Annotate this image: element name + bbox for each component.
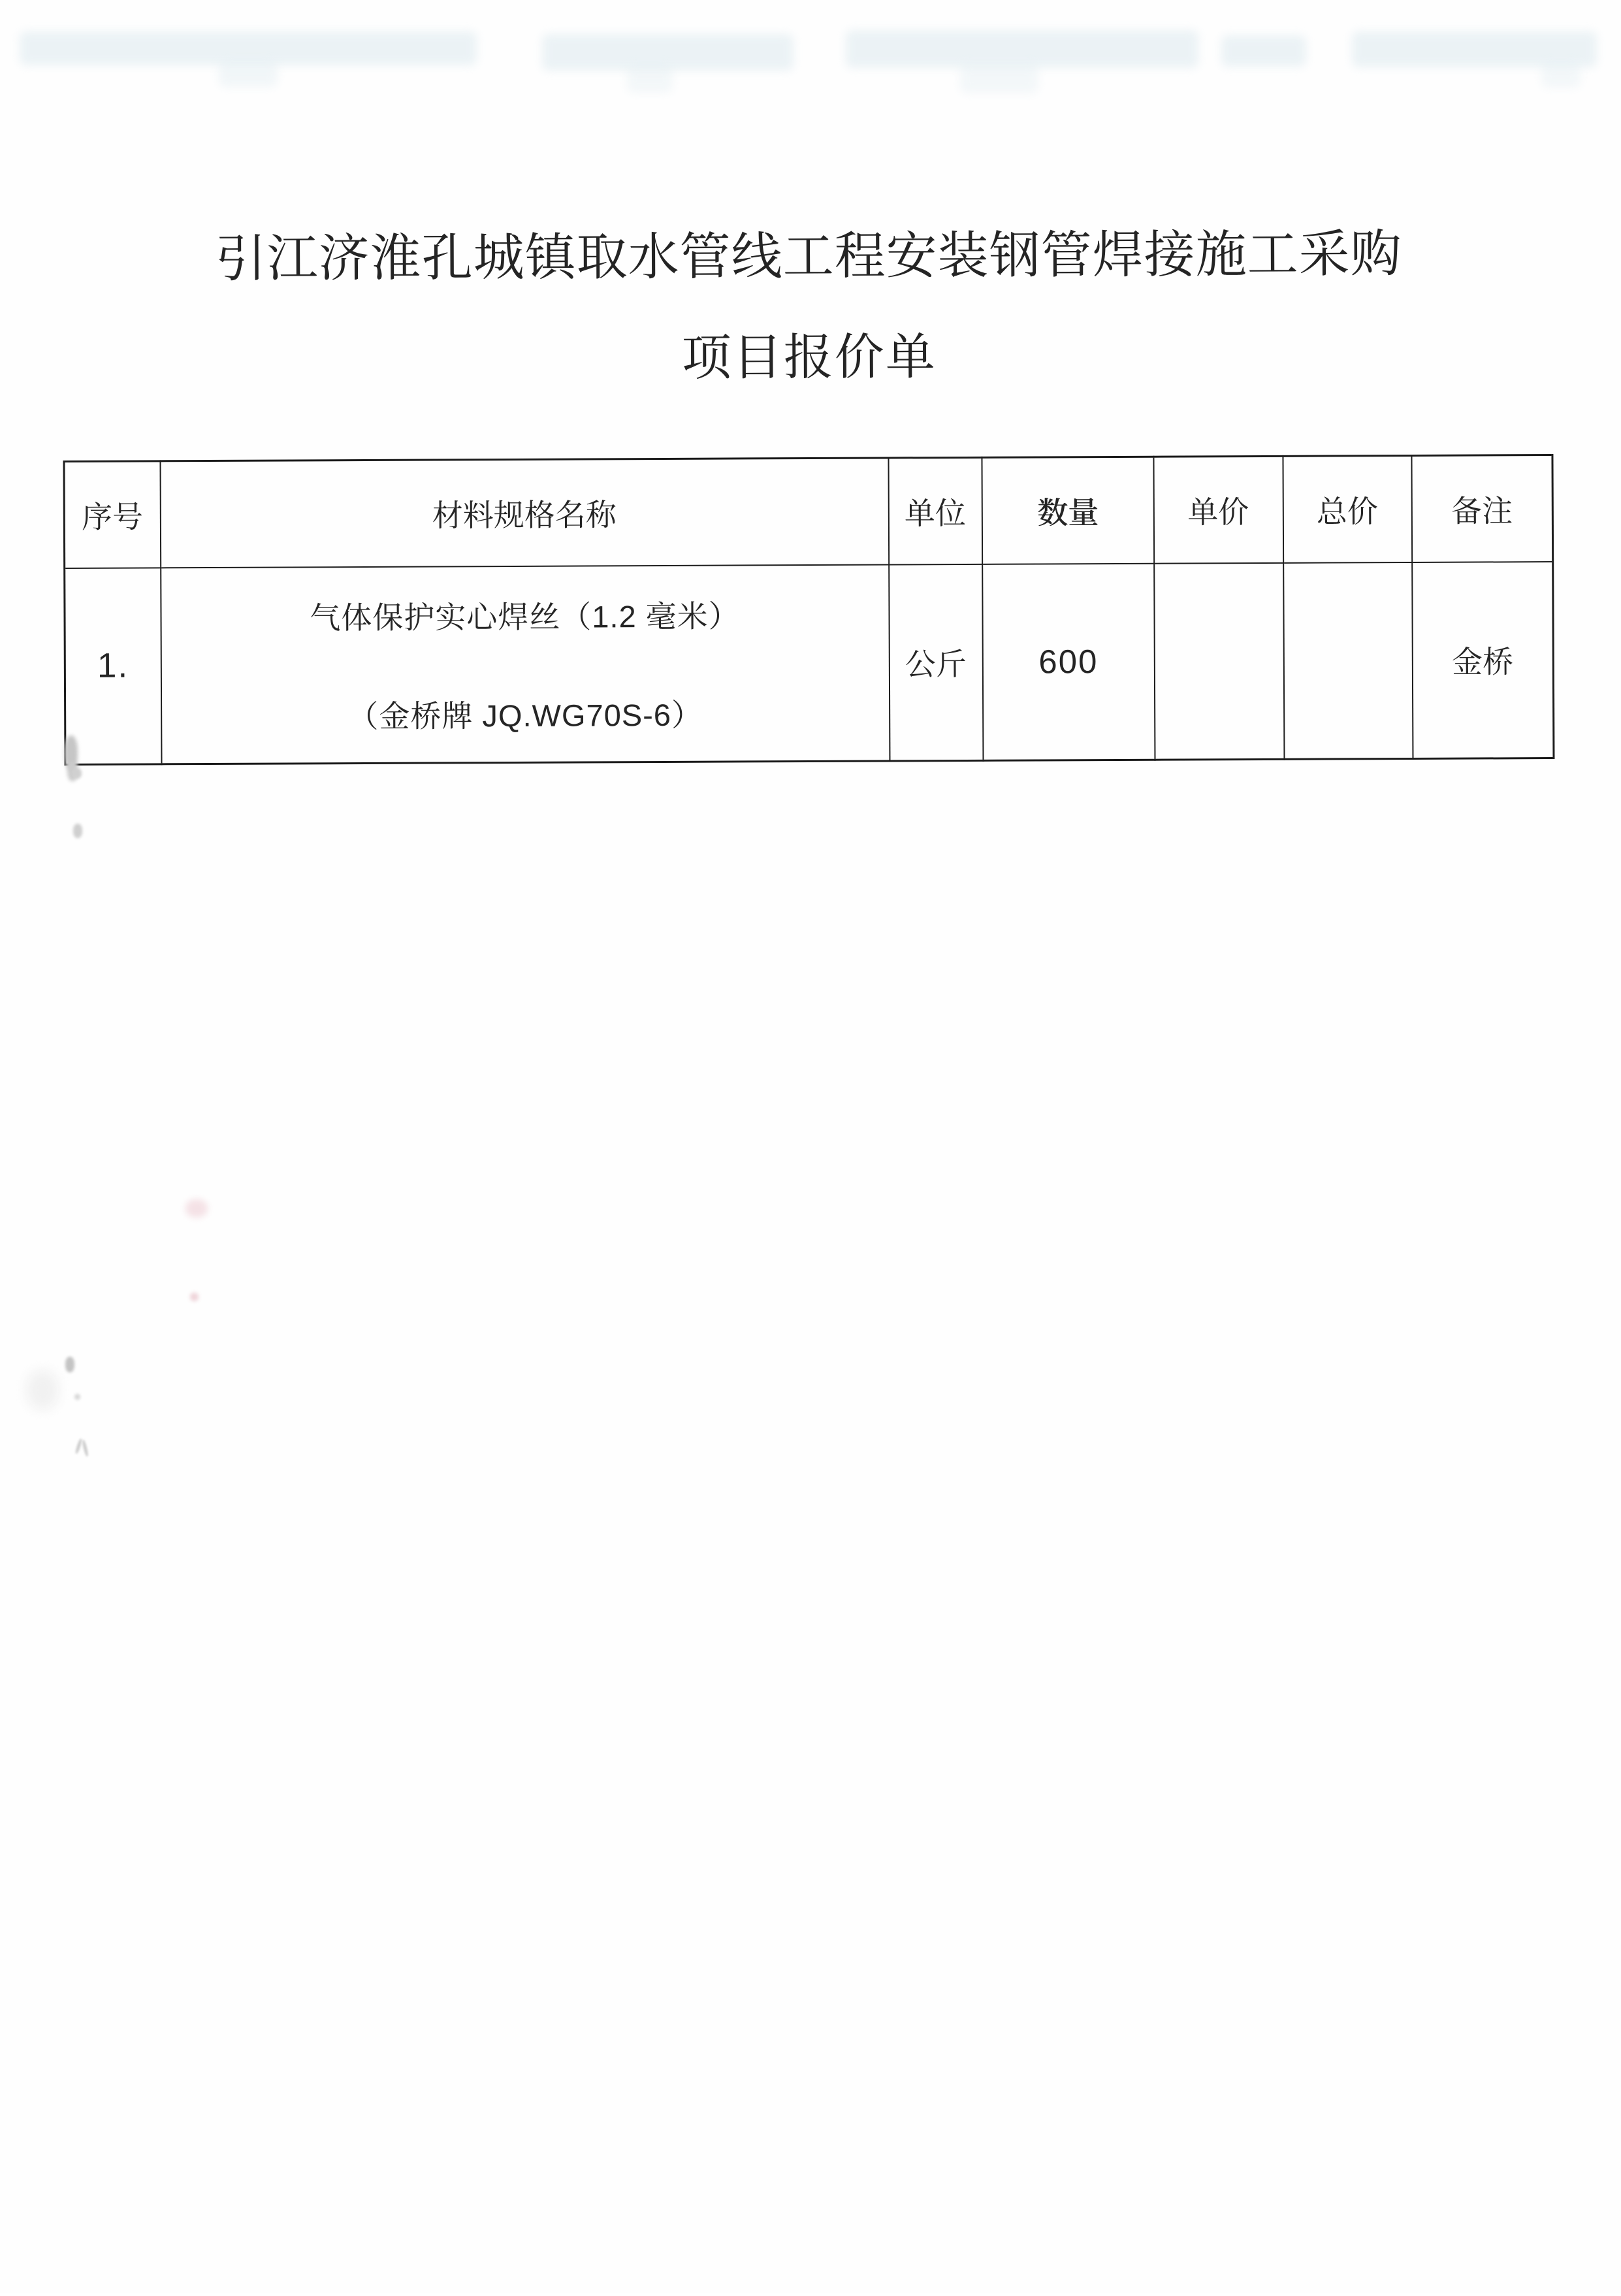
row-cell-unit: 公斤 — [889, 564, 983, 760]
header-cell-material-name: 材料规格名称 — [160, 458, 889, 568]
table-row — [65, 562, 1554, 764]
table-header-row — [64, 455, 1553, 568]
scan-smudge — [74, 1394, 80, 1400]
title-line-2: 项目报价单 — [681, 327, 937, 387]
material-name-line-1: 气体保护实心焊丝（1.2 毫米） — [310, 598, 740, 635]
document-title — [0, 212, 1620, 393]
scan-smudge — [185, 1199, 208, 1218]
row-cell-index: 1. — [65, 568, 161, 764]
title-line-1: 引江济淮孔城镇取水管线工程安装钢管焊接施工采购 — [215, 225, 1402, 289]
scan-smudge — [26, 1370, 59, 1410]
row-cell-quantity: 600 — [982, 563, 1155, 760]
header-cell-unit-price: 单价 — [1153, 456, 1283, 563]
scan-smudge — [72, 768, 82, 779]
header-cell-total-price: 总价 — [1283, 455, 1412, 562]
header-cell-index: 序号 — [64, 461, 161, 568]
row-cell-remark: 金桥 — [1412, 562, 1554, 758]
row-cell-material-name — [161, 564, 890, 764]
row-cell-total-price — [1283, 562, 1413, 758]
header-cell-remark: 备注 — [1411, 455, 1553, 562]
scan-smudge — [73, 824, 82, 838]
header-cell-quantity: 数量 — [982, 457, 1154, 564]
scan-smudge — [190, 1293, 199, 1301]
material-name-line-2: （金桥牌 JQ.WG70S-6） — [347, 697, 703, 734]
header-cell-unit: 单位 — [888, 457, 982, 564]
scan-smudge — [65, 1357, 74, 1372]
row-cell-unit-price — [1154, 562, 1284, 759]
quotation-table — [63, 454, 1554, 765]
